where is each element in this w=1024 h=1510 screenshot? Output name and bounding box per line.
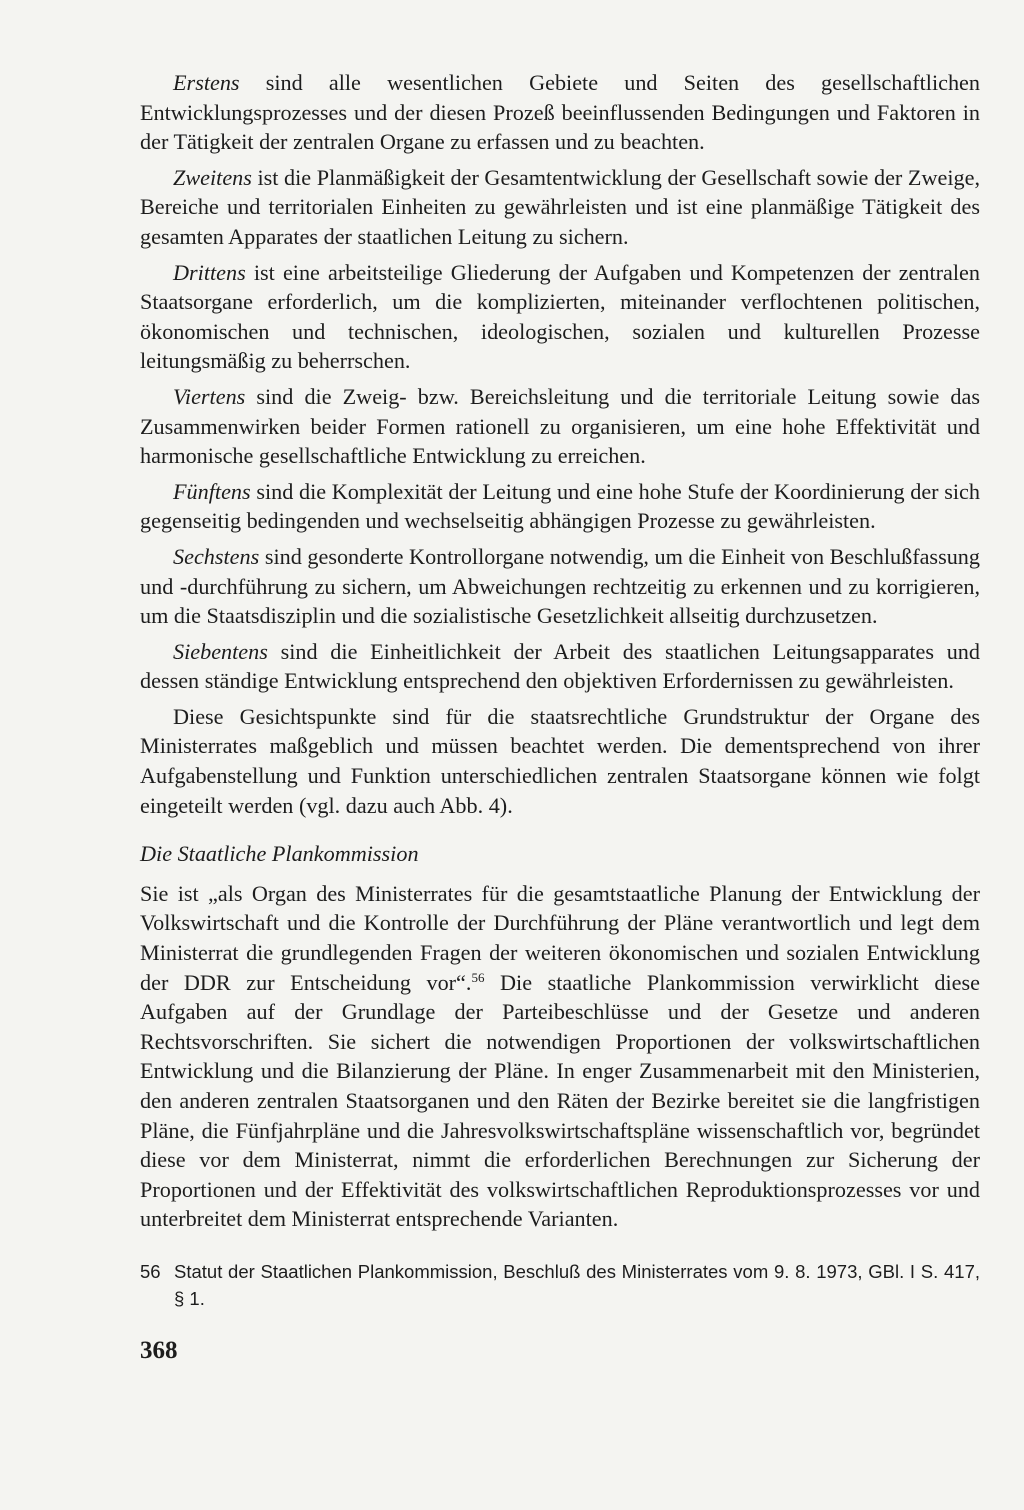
- footnote-text: Statut der Staatlichen Plankommission, Beschluß des Ministerrates vom 9. 8. 1973, GBl. I S. 417, § 1.: [174, 1260, 980, 1309]
- paragraph-lead: Zweitens: [173, 164, 252, 190]
- paragraph-fuenftens: [140, 477, 980, 536]
- paragraph-sechstens: [140, 542, 980, 631]
- paragraph-viertens: [140, 382, 980, 471]
- paragraph-text: sind die Einheitlichkeit der Arbeit des staatlichen Leitungsapparates und dessen ständige Entwicklung entsprechend den objektiven Erfordernissen zu gewährleisten.: [140, 638, 980, 694]
- page-number: 368: [140, 1337, 178, 1364]
- paragraph-zweitens: [140, 163, 980, 252]
- paragraph-erstens: [140, 68, 980, 157]
- page-content: [140, 68, 980, 1312]
- paragraph-drittens: [140, 258, 980, 376]
- paragraph-lead: Erstens: [173, 70, 240, 95]
- paragraph-lead: Siebentens: [173, 638, 268, 664]
- footnote: [140, 1258, 980, 1312]
- section-text: Sie ist „als Organ des Ministerrates für die gesamtstaatliche Planung der Entwicklung der Volkswirtschaft und die Kontrolle der Durchführung der Pläne verantwortlich und legt dem Ministerrat die grundlegenden Fragen der weiteren ökonomischen und sozialen Entwicklung der DDR zur Entscheidung vor“.: [140, 880, 980, 995]
- paragraph-text: ist eine arbeitsteilige Gliederung der Aufgaben und Kompetenzen der zentralen Staatsorgane erforderlich, um die komplizierten, miteinander verflochtenen politischen, ökonomischen und technischen, ideologischen, sozialen und kulturellen Prozesse leitungsmäßig zu beherrschen.: [140, 259, 980, 374]
- paragraph-lead: Viertens: [173, 383, 246, 409]
- section-body: [140, 879, 980, 1234]
- section-heading: Die Staatliche Plankommission: [140, 841, 419, 867]
- paragraph-lead: Sechstens: [173, 543, 260, 569]
- paragraph-text: sind die Komplexität der Leitung und eine hohe Stufe der Koordinierung der sich gegenseitig bedingenden und wechselseitig abhängigen Prozesse zu gewährleisten.: [140, 478, 980, 534]
- paragraph-text: Diese Gesichtspunkte sind für die staatsrechtliche Grundstruktur der Organe des Ministerrates maßgeblich und müssen beachtet werden. Die dementsprechend von ihrer Aufgabenstellung und Funktion unterschiedlichen zentralen Staatsorgane können wie folgt eingeteilt werden (vgl. dazu auch Abb. 4).: [140, 703, 980, 818]
- paragraph-text: sind alle wesentlichen Gebiete und Seiten des gesellschaftlichen Entwicklungsprozesses und der diesen Prozeß beeinflussenden Bedingungen und Faktoren in der Tätigkeit der zentralen Organe zu erfassen und zu beachten.: [140, 70, 980, 155]
- paragraph-gesichtspunkte: [140, 702, 980, 820]
- paragraph-lead: Fünftens: [173, 478, 251, 504]
- paragraph-siebentens: [140, 637, 980, 696]
- section-text-continued: Die staatliche Plankommission verwirklicht diese Aufgaben auf der Grundlage der Parteibeschlüsse und der Gesetze und anderen Rechtsvorschriften. Sie sichert die notwendigen Proportionen der volkswirtschaftlichen Entwicklung und die Bilanzierung der Pläne. In enger Zusammenarbeit mit den Ministerien, den anderen zentralen Staatsorganen und den Räten der Bezirke bereitet sie die langfristigen Pläne, die Fünfjahrpläne und die Jahresvolkswirtschaftspläne wissenschaftlich vor, begründet diese vor dem Ministerrat, nimmt die erforderlichen Berechnungen zur Sicherung der Proportionen und der Effektivität des volkswirtschaftlichen Reproduktionsprozesses vor und unterbreitet dem Ministerrat entsprechende Varianten.: [140, 969, 980, 1232]
- paragraph-text: sind die Zweig- bzw. Bereichsleitung und die territoriale Leitung sowie das Zusammenwirken beider Formen rationell zu organisieren, um eine hohe Effektivität und harmonische gesellschaftliche Entwicklung zu erreichen.: [140, 383, 980, 469]
- footnote-number: 56: [140, 1260, 161, 1282]
- paragraph-lead: Drittens: [173, 259, 246, 285]
- paragraph-text: ist die Planmäßigkeit der Gesamtentwicklung der Gesellschaft sowie der Zweige, Bereiche und territorialen Einheiten zu gewährleisten und ist eine planmäßige Tätigkeit des gesamten Apparates der staatlichen Leitung zu sichern.: [140, 164, 980, 249]
- paragraph-text: sind gesonderte Kontrollorgane notwendig, um die Einheit von Beschlußfassung und -durchführung zu sichern, um Abweichungen rechtzeitig zu erkennen und zu korrigieren, um die Staatsdisziplin und die sozialistische Gesetzlichkeit allseitig durchzusetzen.: [140, 543, 980, 629]
- footnote-reference: 56: [471, 969, 485, 985]
